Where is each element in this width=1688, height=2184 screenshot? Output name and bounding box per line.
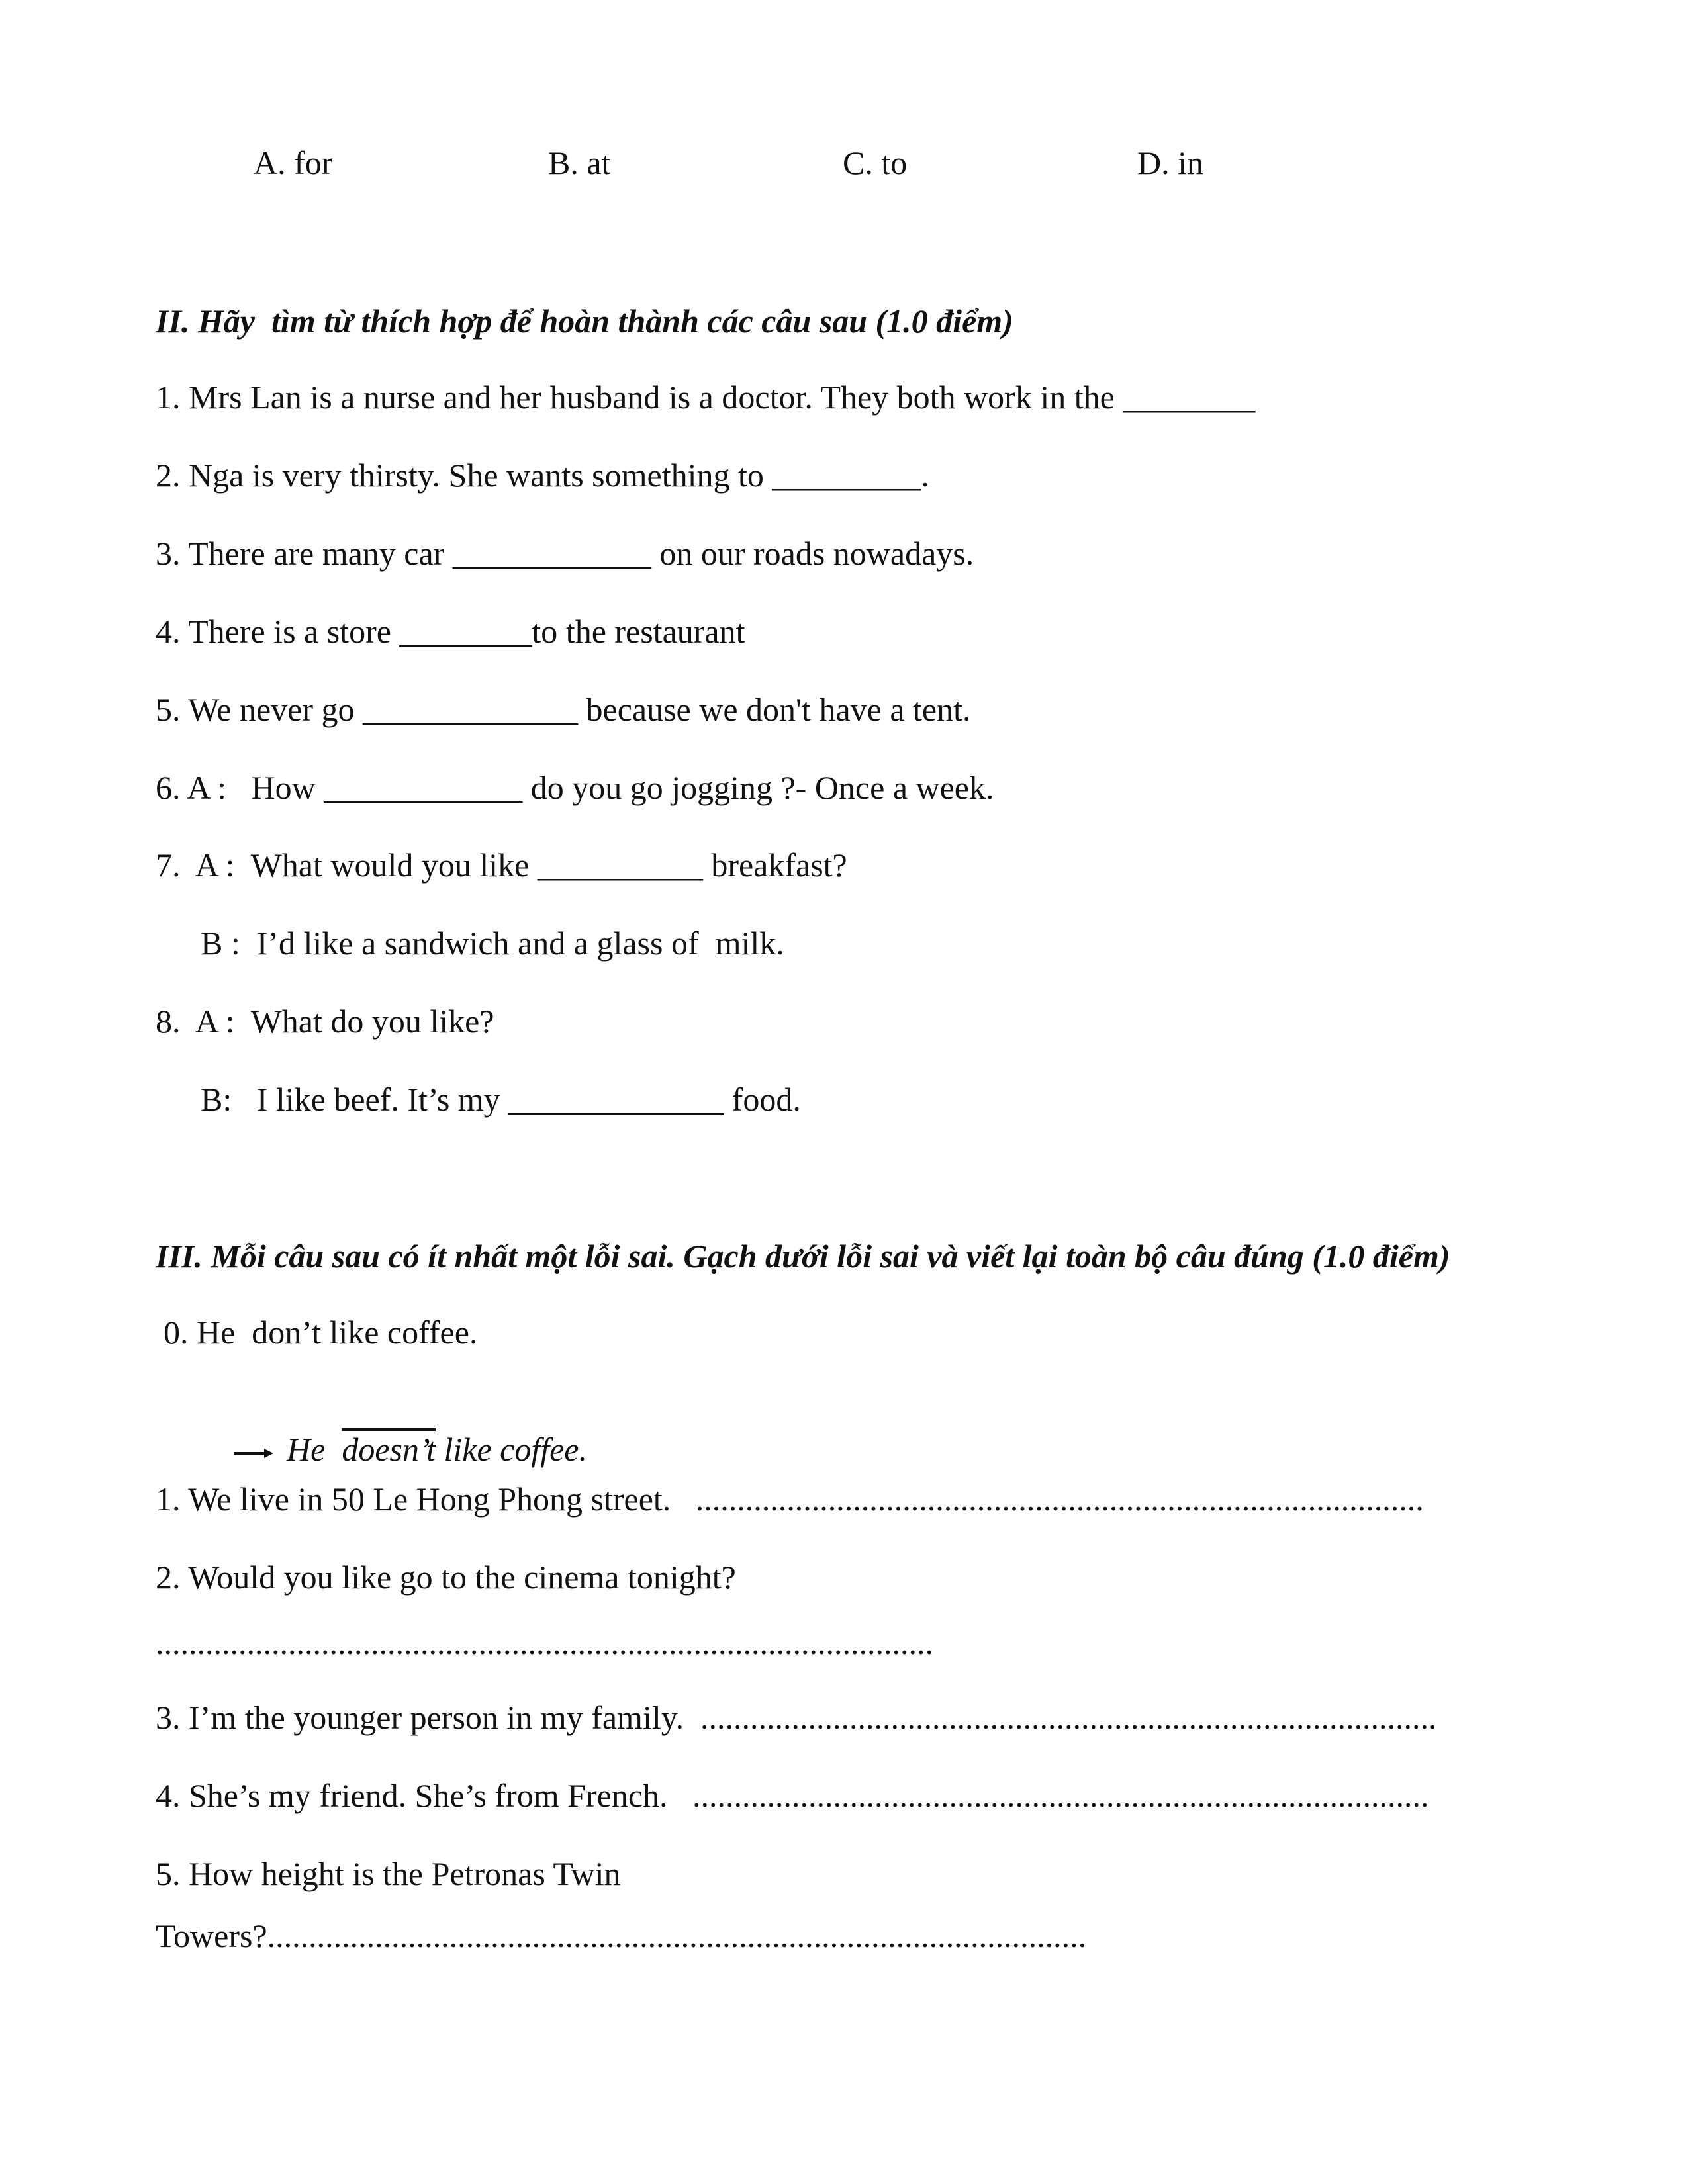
correction-item-5-cont: Towers?................................................................................................... xyxy=(156,1917,1087,1954)
section-2-heading: II. Hãy tìm từ thích hợp để hoàn thành các câu sau (1.0 điểm) xyxy=(156,302,1013,340)
answer-line-2[interactable]: .............................................................................................. xyxy=(156,1624,933,1661)
correction-item-2: 2. Would you like go to the cinema tonight? xyxy=(156,1559,736,1596)
correction-item-1: 1. We live in 50 Le Hong Phong street. ........................................................................................ xyxy=(156,1480,1424,1518)
correction-item-3: 3. I’m the younger person in my family. ......................................................................................... xyxy=(156,1699,1437,1736)
fill-item-2: 2. Nga is very thirsty. She wants something to _________. xyxy=(156,457,929,494)
option-d: D. in xyxy=(1137,144,1203,181)
fill-item-5: 5. We never go _____________ because we don't have a tent. xyxy=(156,691,971,728)
option-b: B. at xyxy=(548,144,611,181)
fill-item-7b: B : I’d like a sandwich and a glass of milk. xyxy=(201,925,784,962)
fill-item-6: 6. A : How ____________ do you go jogging ?- Once a week. xyxy=(156,769,994,806)
fill-item-4: 4. There is a store ________to the restaurant xyxy=(156,613,745,650)
example-answer-correction: doesn’t xyxy=(342,1431,436,1468)
option-a: A. for xyxy=(254,144,333,181)
fill-item-3: 3. There are many car ____________ on our roads nowadays. xyxy=(156,535,974,572)
arrow-right-icon xyxy=(234,1447,273,1460)
correction-item-4: 4. She’s my friend. She’s from French. ......................................................................................... xyxy=(156,1777,1429,1814)
fill-item-8b: B: I like beef. It’s my _____________ food. xyxy=(201,1081,801,1118)
example-answer-pre: He xyxy=(287,1431,342,1468)
option-c: C. to xyxy=(843,144,908,181)
section-3-heading: III. Mỗi câu sau có ít nhất một lỗi sai. Gạch dưới lỗi sai và viết lại toàn bộ câu đúng (1.0 điểm) xyxy=(156,1238,1450,1275)
fill-item-7a: 7. A : What would you like __________ breakfast? xyxy=(156,846,847,884)
fill-item-8a: 8. A : What do you like? xyxy=(156,1003,494,1040)
example-answer-post: like coffee. xyxy=(435,1431,587,1468)
example-question: 0. He don’t like coffee. xyxy=(164,1314,478,1351)
correction-item-5: 5. How height is the Petronas Twin xyxy=(156,1855,621,1892)
fill-item-1: 1. Mrs Lan is a nurse and her husband is a doctor. They both work in the ________ xyxy=(156,379,1256,416)
